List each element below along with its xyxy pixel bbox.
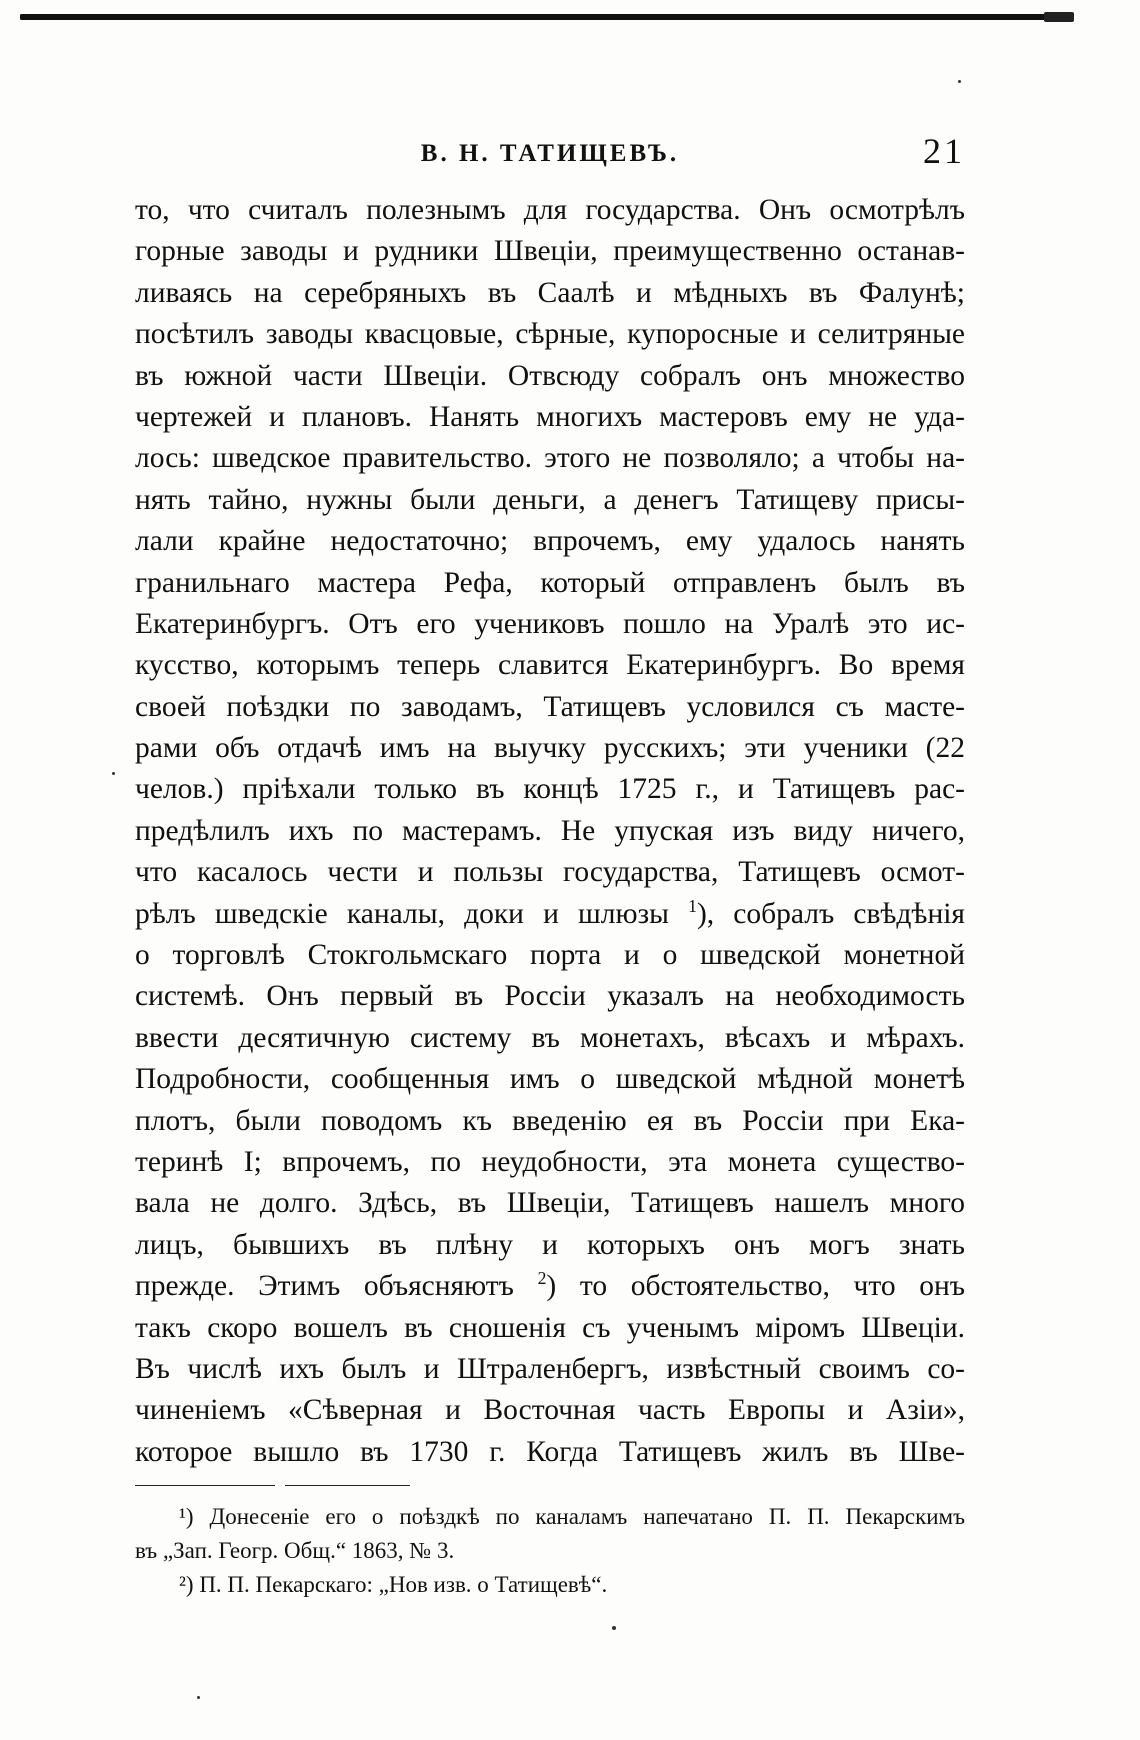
footnote-1 (135, 1500, 965, 1534)
scan-speck (197, 1696, 200, 1699)
text-line: ввести десятичную систему въ монетахъ, вѣсахъ и мѣрахъ. (135, 1021, 965, 1054)
page-number: 21 (923, 131, 965, 171)
text-line: лось: шведское правительство. этого не позволяло; а чтобы на- (135, 442, 965, 475)
text-line: Подробности, сообщенныя имъ о шведской мѣдной монетѣ (135, 1063, 965, 1096)
text-line: посѣтилъ заводы квасцовые, сѣрные, купоросные и селитряные (135, 318, 965, 351)
text-line: нять тайно, нужны были деньги, а денегъ Татищеву присы- (135, 483, 965, 516)
text-line: что касалось чести и пользы государства, Татищевъ осмот- (135, 856, 965, 889)
footnote-1-text: Донесеніе его о поѣздкѣ по каналамъ напечатано П. П. Пекарскимъ (209, 1504, 966, 1529)
running-head: В. Н. ТАТИЩЕВЪ. (420, 140, 680, 167)
footnote-2-mark: ²) (179, 1572, 194, 1597)
text-line: лицъ, бывшихъ въ плѣну и которыхъ онъ могъ знать (135, 1228, 965, 1261)
footnotes (135, 1500, 965, 1602)
text-line: гранильнаго мастера Рефа, который отправленъ былъ въ (135, 566, 965, 599)
text-line: своей поѣздки по заводамъ, Татищевъ условился съ масте- (135, 690, 965, 723)
text-line: челов.) пріѣхали только въ концѣ 1725 г., и Татищевъ рас- (135, 773, 965, 806)
footnote-2 (135, 1568, 965, 1602)
text-line: чертежей и плановъ. Нанять многихъ мастеровъ ему не уда- (135, 400, 965, 433)
text-line: горные заводы и рудники Швеціи, преимущественно останав- (135, 235, 965, 268)
scan-edge-rule (20, 14, 1060, 20)
text-line: системѣ. Онъ первый въ Россіи указалъ на необходимость (135, 980, 965, 1013)
text-line: такъ скоро вошелъ въ сношенія съ ученымъ міромъ Швеціи. (135, 1311, 965, 1344)
footnote-ref-1[interactable]: 1 (688, 895, 697, 916)
text-line: теринѣ I; впрочемъ, по неудобности, эта монета существо- (135, 1145, 965, 1178)
text-line: рами объ отдачѣ имъ на выучку русскихъ; эти ученики (22 (135, 732, 965, 765)
footnote-ref-close: ) (696, 897, 707, 930)
text-line-with-footnote-2 (135, 1266, 965, 1307)
scan-speck (112, 772, 115, 775)
footnote-ref-2[interactable]: 2 (537, 1268, 547, 1289)
text-line: кусство, которымъ теперь славится Екатеринбургъ. Во время (135, 649, 965, 682)
text-fragment: , собралъ свѣдѣнія (706, 897, 965, 930)
text-line: Екатеринбургъ. Отъ его учениковъ пошло на Уралѣ это ис- (135, 607, 965, 640)
body-text (135, 190, 965, 1473)
text-line: которое вышло въ 1730 г. Когда Татищевъ жилъ въ Шве- (135, 1435, 965, 1468)
footnote-divider (135, 1485, 275, 1486)
text-fragment: рѣлъ шведскіе каналы, доки и шлюзы (135, 897, 669, 930)
footnote-ref-close: ) (546, 1270, 557, 1303)
text-line: ливаясь на серебряныхъ въ Саалѣ и мѣдныхъ въ Фалунѣ; (135, 276, 965, 309)
text-line: чиненіемъ «Сѣверная и Восточная часть Европы и Азіи», (135, 1394, 965, 1427)
text-line: вала не долго. Здѣсь, въ Швеціи, Татищевъ нашелъ много (135, 1187, 965, 1220)
text-line: предѣлилъ ихъ по мастерамъ. Не упуская изъ виду ничего, (135, 814, 965, 847)
text-line: плотъ, были поводомъ къ введенію ея въ Россіи при Ека- (135, 1104, 965, 1137)
scan-speck (958, 80, 961, 83)
text-line: лали крайне недостаточно; впрочемъ, ему удалось нанять (135, 525, 965, 558)
text-fragment: то обстоятельство, что онъ (556, 1270, 965, 1303)
footnote-2-text: П. П. Пекарскаго: „Нов изв. о Татищевѣ“. (199, 1572, 608, 1597)
text-fragment: прежде. Этимъ объясняютъ (135, 1270, 514, 1303)
page-header (135, 130, 965, 180)
text-line-with-footnote-1 (135, 894, 965, 935)
scan-speck (612, 1626, 616, 1630)
text-line: Въ числѣ ихъ былъ и Штраленбергъ, извѣстный своимъ со- (135, 1352, 965, 1385)
text-line: то, что считалъ полезнымъ для государства. Онъ осмотрѣлъ (135, 194, 965, 226)
text-line: о торговлѣ Стокгольмскаго порта и о шведской монетной (135, 939, 965, 972)
footnote-divider (285, 1485, 410, 1486)
footnote-1-mark: ¹) (179, 1504, 194, 1529)
footnote-1-cont: въ „Зап. Геогр. Общ.“ 1863, № 3. (135, 1538, 455, 1563)
text-line: въ южной части Швеціи. Отвсюду собралъ онъ множество (135, 359, 965, 392)
